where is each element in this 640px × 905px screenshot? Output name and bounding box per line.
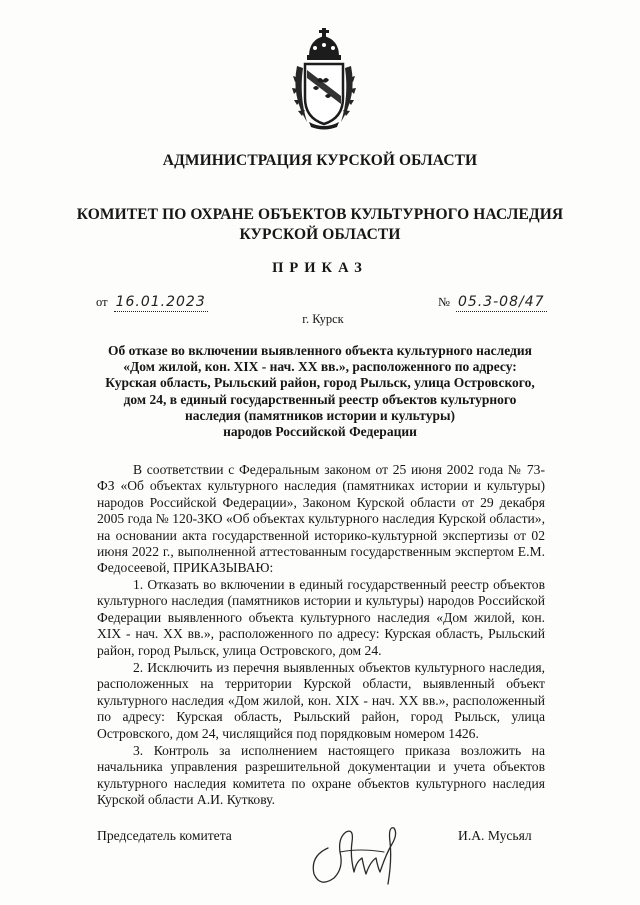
date-value: 16.01.2023: [115, 294, 206, 310]
order-item-3: 3. Контроль за исполнением настоящего приказа возложить на начальника управления разрешительной документации и учета объектов культурного наследия комитета по охране объектов культурного наследия Курской области А.И. Куткову.: [97, 743, 545, 808]
city: г. Курск: [302, 312, 344, 326]
number-value: 05.3-08/47: [457, 294, 545, 310]
order-item-1: 1. Отказать во включении в единый государственный реестр объектов культурного наследия (памятников истории и культуры) народов Российской Федерации выявленного объекта культурного наследия «Дом жилой, кон. XIX - нач. XX вв.», расположенного по адресу: Курская область, Рыльский район, город Рыльск, улица Островского, дом 24.: [97, 577, 545, 658]
committee-title: [0, 205, 640, 245]
subject-line: наследия (памятников истории и культуры): [184, 407, 456, 423]
subject-line: «Дом жилой, кон. XIX - нач. XX вв.», расположенного по адресу:: [123, 359, 517, 375]
committee-title-line1: КОМИТЕТ ПО ОХРАНЕ ОБЪЕКТОВ КУЛЬТУРНОГО НАСЛЕДИЯ: [76, 206, 564, 223]
date-prefix: от: [96, 295, 108, 309]
administration-title: АДМИНИСТРАЦИЯ КУРСКОЙ ОБЛАСТИ: [162, 152, 478, 169]
order-date: [96, 294, 208, 312]
subject-line: Об отказе во включении выявленного объекта культурного наследия: [108, 343, 532, 358]
number-prefix: №: [438, 295, 450, 309]
subject-line: народов Российской Федерации: [223, 424, 417, 440]
handwritten-signature-icon: [300, 808, 420, 888]
preamble-paragraph: В соответствии с Федеральным законом от 25 июня 2002 года № 73-ФЗ «Об объектах культурного наследия (памятниках истории и культуры) народов Российской Федерации», Законом Курской области от 29 декабря 2005 года № 120-ЗКО «Об объектах культурного наследия Курской области», на основании акта государственной историко-культурной экспертизы от 02 июня 2022 г., выполненной аттестованным государственным экспертом Е.М. Федосеевой, ПРИКАЗЫВАЮ:: [97, 462, 545, 576]
kursk-coat-of-arms-icon: [287, 26, 361, 130]
signatory-position: Председатель комитета: [97, 828, 232, 843]
order-item-2: 2. Исключить из перечня выявленных объектов культурного наследия, расположенных на территории Курской области, выявленный объект культурного наследия «Дом жилой, кон. XIX - нач. XX вв.», расположенный по адресу: Курская область, Рыльский район, город Рыльск, улица Островского, дом 24, числящийся под порядковым номером 1426.: [97, 660, 545, 741]
subject-line: Курская область, Рыльский район, город Рыльск, улица Островского,: [105, 375, 535, 391]
subject-line: дом 24, в единый государственный реестр объектов культурного: [123, 391, 517, 407]
document-type: ПРИКАЗ: [272, 260, 368, 276]
order-subject: [100, 343, 540, 440]
signatory-name: И.А. Мусьял: [458, 828, 532, 843]
committee-title-line2: КУРСКОЙ ОБЛАСТИ: [239, 226, 401, 243]
order-number: [438, 294, 547, 312]
